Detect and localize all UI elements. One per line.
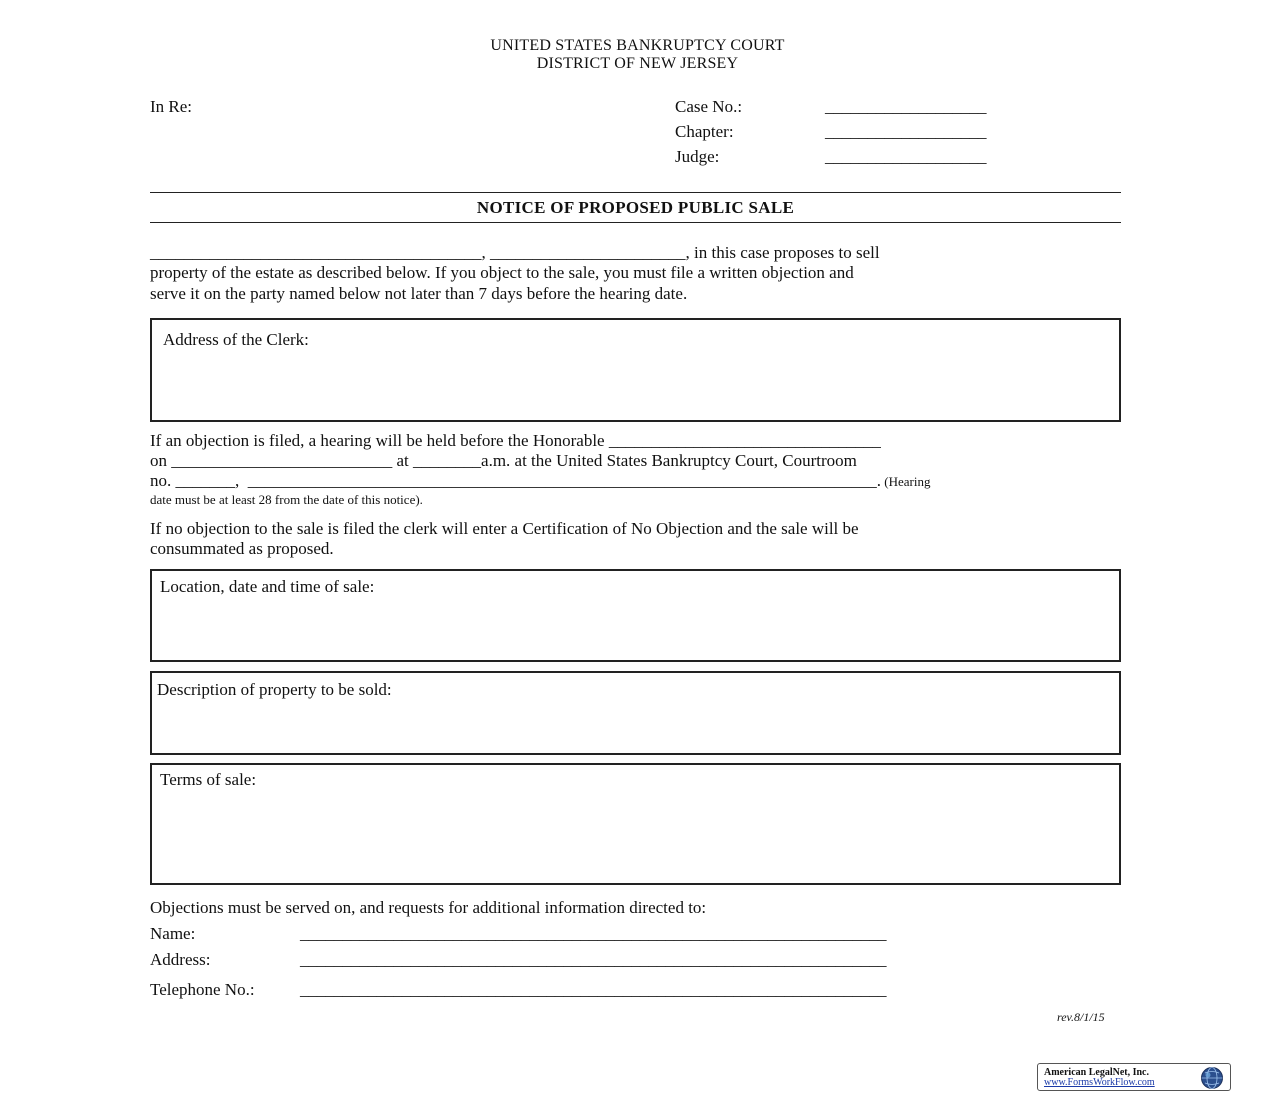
court-district: DISTRICT OF NEW JERSEY bbox=[536, 55, 739, 72]
judge-field[interactable]: ___________________ bbox=[825, 147, 987, 166]
description-label: Description of property to be sold: bbox=[157, 680, 392, 699]
terms-box[interactable] bbox=[150, 763, 1121, 885]
hearing-line-3[interactable] bbox=[150, 471, 930, 491]
intro-line-3: serve it on the party named below not later than 7 days before the hearing date. bbox=[150, 284, 688, 303]
hearing-note-start: (Hearing bbox=[881, 474, 931, 489]
page-title: NOTICE OF PROPOSED PUBLIC SALE bbox=[476, 198, 795, 217]
chapter-field[interactable]: ___________________ bbox=[825, 122, 987, 141]
location-box[interactable] bbox=[150, 569, 1121, 662]
no-objection-line-2: consummated as proposed. bbox=[150, 539, 334, 558]
name-label: Name: bbox=[150, 924, 196, 943]
title-rule-bottom bbox=[150, 222, 1121, 223]
logo-company: American LegalNet, Inc. bbox=[1044, 1067, 1149, 1078]
courtroom-blanks[interactable]: no. _______, __________________________________________________________________________. bbox=[150, 471, 881, 490]
hearing-line-1[interactable]: If an objection is filed, a hearing will be held before the Honorable ________________________________ bbox=[150, 431, 881, 450]
case-no-field[interactable]: ___________________ bbox=[825, 97, 987, 116]
hearing-line-2[interactable]: on __________________________ at ________a.m. at the United States Bankruptcy Court, Courtroom bbox=[150, 451, 857, 470]
revision-date: rev.8/1/15 bbox=[1057, 1010, 1105, 1024]
terms-label: Terms of sale: bbox=[160, 770, 257, 789]
intro-line-2: property of the estate as described below. If you object to the sale, you must file a written objection and bbox=[150, 263, 854, 282]
name-field[interactable]: _____________________________________________________________________ bbox=[300, 924, 887, 943]
case-no-label: Case No.: bbox=[675, 97, 743, 116]
telephone-field[interactable]: _____________________________________________________________________ bbox=[300, 980, 887, 999]
description-box[interactable] bbox=[150, 671, 1121, 755]
no-objection-line-1: If no objection to the sale is filed the clerk will enter a Certification of No Objection and the sale will be bbox=[150, 519, 859, 538]
location-label: Location, date and time of sale: bbox=[160, 577, 375, 596]
hearing-note-end: date must be at least 28 from the date of this notice). bbox=[150, 492, 423, 507]
clerk-address-box[interactable] bbox=[150, 318, 1121, 422]
service-intro: Objections must be served on, and requests for additional information directed to: bbox=[150, 898, 707, 917]
intro-line-1[interactable]: _______________________________________, _______________________, in this case proposes to sell bbox=[150, 243, 880, 262]
title-rule-top bbox=[150, 192, 1121, 193]
chapter-label: Chapter: bbox=[675, 122, 734, 141]
address-label: Address: bbox=[150, 950, 211, 969]
globe-icon bbox=[1197, 1066, 1227, 1090]
judge-label: Judge: bbox=[675, 147, 720, 166]
court-name: UNITED STATES BANKRUPTCY COURT bbox=[490, 37, 785, 54]
in-re-label: In Re: bbox=[150, 97, 193, 116]
address-field[interactable]: _____________________________________________________________________ bbox=[300, 950, 887, 969]
clerk-address-label: Address of the Clerk: bbox=[163, 330, 309, 349]
telephone-label: Telephone No.: bbox=[150, 980, 255, 999]
forms-workflow-logo[interactable] bbox=[1037, 1063, 1231, 1091]
logo-url[interactable]: www.FormsWorkFlow.com bbox=[1044, 1077, 1155, 1088]
